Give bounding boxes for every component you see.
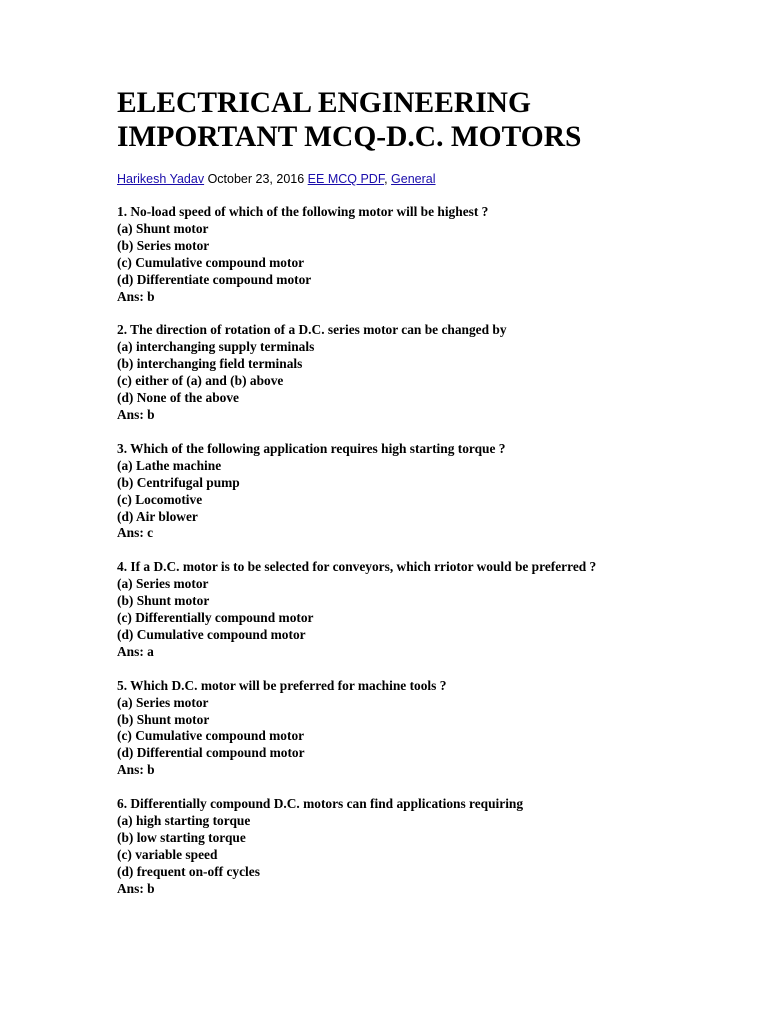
question-block xyxy=(117,204,717,305)
correct-answer: Ans: b xyxy=(117,288,155,304)
question-block xyxy=(117,559,717,660)
page-title xyxy=(117,86,717,154)
question-block xyxy=(117,441,717,542)
answer-option: (a) high starting torque xyxy=(117,813,251,829)
answer-option: (c) Locomotive xyxy=(117,491,203,507)
correct-answer: Ans: b xyxy=(117,880,155,896)
answer-option: (a) interchanging supply terminals xyxy=(117,339,315,355)
question-text: 4. If a D.C. motor is to be selected for conveyors, which rriotor would be preferred ? xyxy=(117,559,597,575)
author-link[interactable]: Harikesh Yadav xyxy=(117,172,205,186)
question-list xyxy=(117,204,717,898)
category-separator: , xyxy=(384,172,388,186)
answer-option: (b) Shunt motor xyxy=(117,711,210,727)
answer-option: (b) low starting torque xyxy=(117,830,246,845)
answer-option: (c) Differentially compound motor xyxy=(117,610,314,626)
title-line-1: ELECTRICAL ENGINEERING xyxy=(117,87,531,119)
answer-option: (c) Cumulative compound motor xyxy=(117,254,305,270)
answer-option: (d) None of the above xyxy=(117,390,239,406)
answer-option: (b) Centrifugal pump xyxy=(117,474,240,490)
question-block xyxy=(117,796,717,897)
title-line-2: IMPORTANT MCQ-D.C. MOTORS xyxy=(117,121,582,153)
answer-option: (b) Series motor xyxy=(117,237,210,253)
answer-option: (c) Cumulative compound motor xyxy=(117,728,305,744)
question-text: 6. Differentially compound D.C. motors can find applications requiring xyxy=(117,796,524,812)
answer-option: (d) Air blower xyxy=(117,508,198,524)
answer-option: (c) either of (a) and (b) above xyxy=(117,373,284,389)
correct-answer: Ans: c xyxy=(117,525,154,541)
correct-answer: Ans: b xyxy=(117,406,155,422)
question-block xyxy=(117,678,717,779)
question-text: 5. Which D.C. motor will be preferred for machine tools ? xyxy=(117,677,447,693)
answer-option: (a) Shunt motor xyxy=(117,220,209,236)
post-date: October 23, 2016 xyxy=(207,172,305,186)
category-link-ee-mcq-pdf[interactable]: EE MCQ PDF xyxy=(307,172,385,186)
answer-option: (d) frequent on-off cycles xyxy=(117,863,260,879)
correct-answer: Ans: a xyxy=(117,643,154,659)
answer-option: (d) Cumulative compound motor xyxy=(117,626,306,642)
article xyxy=(117,86,717,915)
answer-option: (a) Series motor xyxy=(117,576,209,592)
answer-option: (d) Differential compound motor xyxy=(117,745,305,761)
answer-option: (b) Shunt motor xyxy=(117,593,210,609)
post-meta xyxy=(117,171,717,187)
question-text: 2. The direction of rotation of a D.C. series motor can be changed by xyxy=(117,322,507,338)
answer-option: (a) Lathe machine xyxy=(117,457,222,473)
answer-option: (b) interchanging field terminals xyxy=(117,356,303,372)
answer-option: (a) Series motor xyxy=(117,694,209,710)
correct-answer: Ans: b xyxy=(117,762,155,778)
question-text: 3. Which of the following application requires high starting torque ? xyxy=(117,440,506,456)
question-block xyxy=(117,322,717,423)
question-text: 1. No-load speed of which of the following motor will be highest ? xyxy=(117,204,489,219)
answer-option: (c) variable speed xyxy=(117,846,218,862)
category-link-general[interactable]: General xyxy=(391,172,436,186)
answer-option: (d) Differentiate compound motor xyxy=(117,271,312,287)
